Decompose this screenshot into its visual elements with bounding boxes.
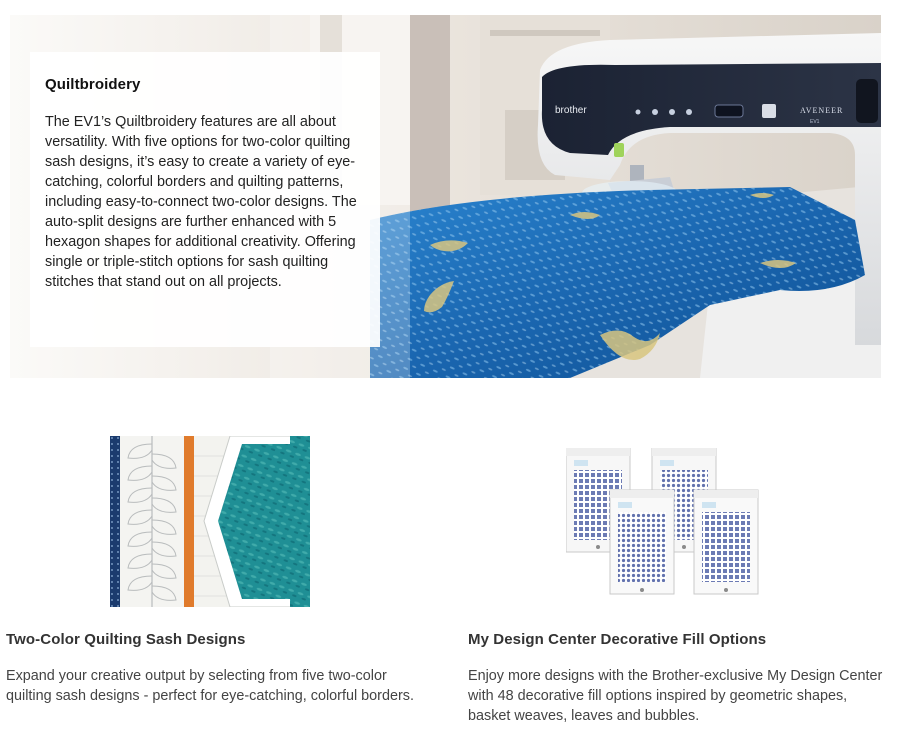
two-color-quilt-sash-image: [110, 436, 310, 607]
machine-model-text: AVENEER: [800, 106, 844, 115]
hero-description: The EV1’s Quiltbroidery features are all about versatility. With five options for two-color quilting sash designs, it’s easy to create a variety of eye-catching, colorful borders and quilting patterns, including easy-to-connect two-color designs. The auto-split designs are further enhanced with 5 hexagon shapes for additional creativity. Offering single or triple-stitch options for sash quilting stitches that stand out on all projects.: [45, 114, 357, 290]
feature-description: Expand your creative output by selecting from five two-color quilting sash designs - perfect for eye-catching, colorful borders.: [6, 668, 414, 704]
feature-two-color-sash: [6, 430, 436, 704]
hero-title: Quiltbroidery: [45, 76, 141, 93]
hero-banner: [10, 15, 881, 378]
feature-decorative-fill: [468, 430, 898, 724]
hero-text-card: [30, 52, 380, 347]
feature-title: My Design Center Decorative Fill Options: [468, 631, 767, 648]
screen-panel: [566, 448, 758, 594]
feature-image-container: [6, 430, 436, 607]
feature-image-container: [468, 430, 898, 607]
machine-brand-text: brother: [555, 105, 587, 116]
feature-title: Two-Color Quilting Sash Designs: [6, 631, 246, 648]
decorative-fill-screens-image: [566, 448, 762, 598]
machine-sub-text: EV1: [810, 119, 820, 125]
feature-description: Enjoy more designs with the Brother-exclusive My Design Center with 48 decorative fill options inspired by geometric shapes, basket weaves, leaves and bubbles.: [468, 668, 883, 724]
